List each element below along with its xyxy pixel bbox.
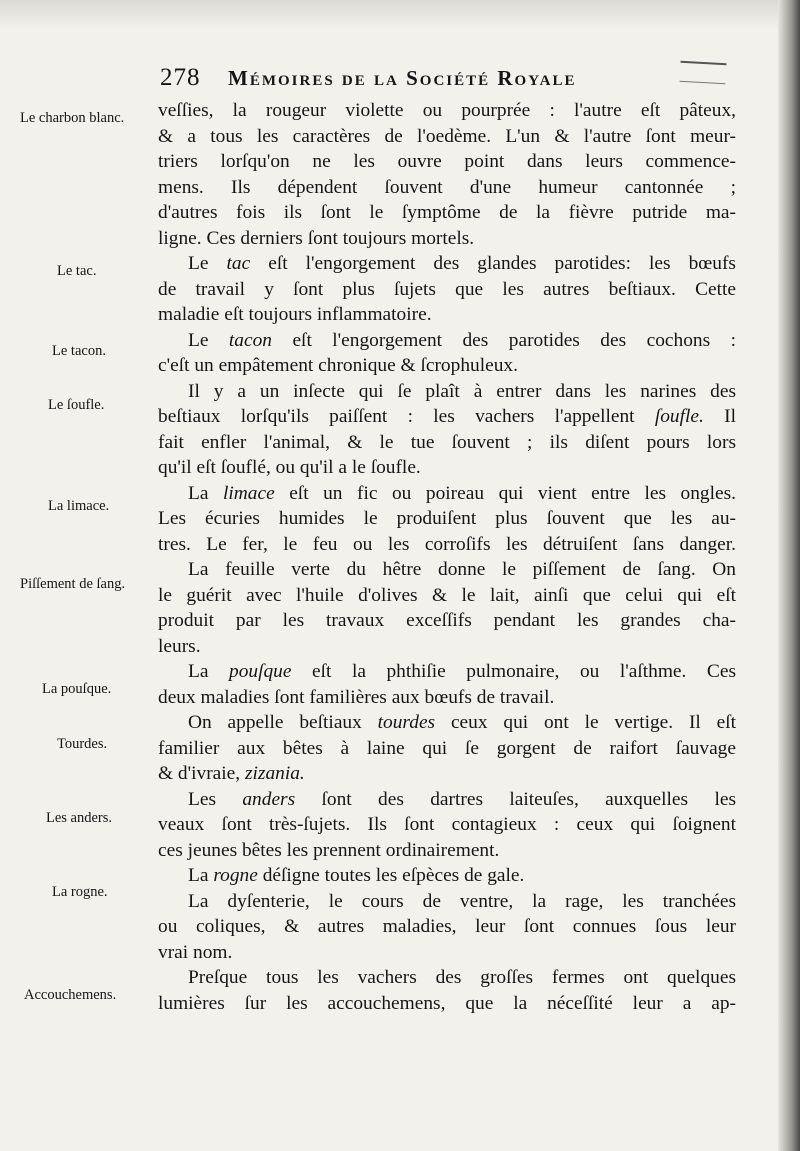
page-top-shadow: [0, 0, 800, 30]
term-rogne: rogne: [213, 865, 258, 886]
text-line: le guérit avec l'huile d'olives & le lait, ainſi que celui qui eſt: [158, 584, 736, 606]
margin-note-tourdes: Tourdes.: [57, 736, 108, 752]
text-line: La rogne déſigne toutes les eſpèces de gale.: [188, 865, 525, 886]
margin-note-charbon-blanc: Le charbon blanc.: [20, 110, 125, 126]
text-line: La limace eſt un fic ou poireau qui vient entre les ongles.: [188, 482, 736, 504]
term-limace: limace: [222, 482, 275, 504]
text-line: Le tac eſt l'engorgement des glandes parotides: les bœufs: [188, 253, 736, 274]
margin-note-pousque: La pouſque.: [42, 681, 112, 697]
term-tacon: tacon: [228, 329, 272, 351]
margin-note-tac: Le tac.: [57, 263, 97, 279]
page-number: 278: [160, 64, 201, 91]
term-zizania: zizania.: [244, 763, 305, 784]
text-line: tres. Le fer, le feu ou les corroſifs les détruiſent ſans danger.: [158, 533, 736, 555]
text-line: On appelle beſtiaux tourdes ceux qui ont le vertige. Il eſt: [188, 712, 737, 733]
text-line: veaux ſont très-ſujets. Ils ſont contagieux : ceux qui ſoignent: [158, 814, 736, 835]
text-line: produit par les travaux exceſſifs pendant les grandes cha-: [158, 610, 736, 631]
text-line: familier aux bêtes à laine qui ſe gorgent de raifort ſauvage: [158, 737, 736, 759]
text-line: & d'ivraie, zizania.: [158, 763, 305, 784]
text-line: mens. Ils dépendent ſouvent d'une humeur cantonnée ;: [158, 176, 736, 198]
body-text: [158, 98, 736, 1016]
term-pousque: pouſque: [229, 661, 292, 682]
margin-note-anders: Les anders.: [46, 810, 113, 826]
text-line: La dyſenterie, le cours de ventre, la rage, les tranchées: [188, 890, 736, 912]
term-tac: tac: [226, 253, 251, 274]
margin-note-tacon: Le tacon.: [52, 343, 106, 359]
text-line: ces jeunes bêtes les prennent ordinairement.: [158, 839, 500, 861]
text-line: Les écuries humides le produiſent plus ſouvent que les au-: [158, 508, 736, 529]
text-line: veſſies, la rougeur violette ou pourprée : l'autre eſt pâteux,: [158, 100, 736, 121]
page-header: [160, 64, 720, 100]
text-line: de travail y ſont plus ſujets que les autres beſtiaux. Cette: [158, 278, 736, 300]
term-soufle: ſoufle.: [654, 406, 704, 427]
text-line: Il y a un inſecte qui ſe plaît à entrer dans les narines des: [188, 380, 736, 402]
margin-note-rogne: La rogne.: [52, 884, 108, 900]
text-line: La pouſque eſt la phthiſie pulmonaire, ou l'aſthme. Ces: [188, 661, 736, 682]
text-line: ligne. Ces derniers ſont toujours mortels.: [158, 227, 475, 249]
text-line: maladie eſt toujours inflammatoire.: [158, 304, 432, 325]
text-line: deux maladies ſont familières aux bœufs de travail.: [158, 686, 555, 708]
text-line: c'eſt un empâtement chronique & ſcrophuleux.: [158, 355, 518, 376]
text-line: Les anders ſont des dartres laiteuſes, auxquelles les: [188, 788, 736, 810]
term-anders: anders: [242, 788, 296, 810]
text-line: Le tacon eſt l'engorgement des parotides des cochons :: [188, 329, 736, 351]
text-line: ou coliques, & autres maladies, leur ſont connues ſous leur: [158, 916, 736, 937]
margin-note-soufle: Le ſoufle.: [48, 397, 105, 413]
margin-note-accouchemens: Accouchemens.: [24, 987, 117, 1003]
margin-note-limace: La limace.: [48, 498, 110, 514]
text-line: qu'il eſt ſouflé, ou qu'il a le ſoufle.: [158, 457, 421, 478]
margin-note-pissement-de-sang: Piſſement de ſang.: [20, 576, 126, 592]
text-line: lumières ſur les accouchemens, que la néceſſité leur a ap-: [158, 992, 736, 1014]
text-line: fait enfler l'animal, & le tue ſouvent ; ils diſent pours lors: [158, 431, 736, 453]
text-line: La feuille verte du hêtre donne le piſſement de ſang. On: [188, 559, 736, 580]
text-line: d'autres fois ils ſont le ſymptôme de la fièvre putride ma-: [158, 202, 736, 223]
text-line: beſtiaux lorſqu'ils paiſſent : les vachers l'appellent ſoufle. Il: [158, 406, 736, 427]
text-line: vrai nom.: [158, 941, 233, 963]
text-line: triers lorſqu'on ne les ouvre point dans leurs commence-: [158, 151, 736, 172]
term-tourdes: tourdes: [377, 712, 436, 733]
text-line: & a tous les caractères de l'oedème. L'un & l'autre ſont meur-: [158, 125, 736, 147]
page-binding-edge: [778, 0, 800, 1151]
header-ornament: [679, 61, 726, 84]
text-line: Preſque tous les vachers des groſſes fermes ont quelques: [188, 967, 736, 988]
running-title: Mémoires de la Société Royale: [228, 66, 577, 90]
text-line: leurs.: [158, 635, 201, 657]
